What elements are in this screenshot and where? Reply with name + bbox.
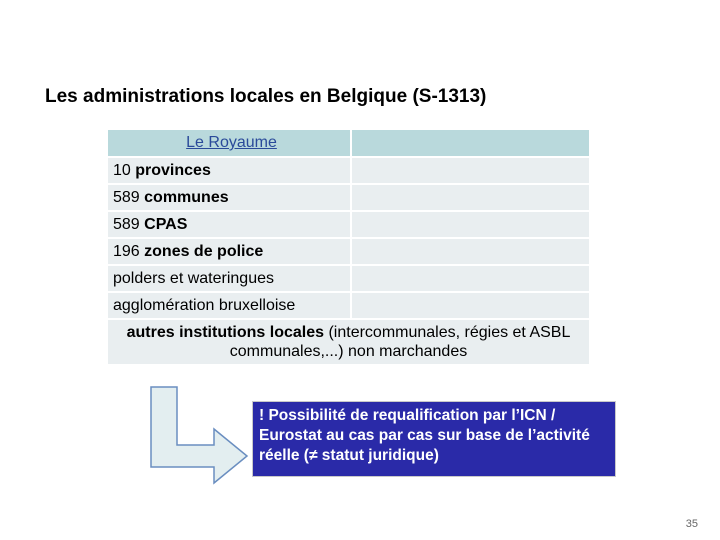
row-cell-provinces xyxy=(107,157,351,184)
count: 196 xyxy=(113,242,145,260)
table-row xyxy=(107,157,590,184)
table-row xyxy=(107,265,590,292)
count: 589 xyxy=(113,215,145,233)
empty-cell xyxy=(351,292,590,319)
label: autres institutions locales xyxy=(126,324,325,341)
label: communes xyxy=(144,188,229,206)
table-row-last xyxy=(107,319,590,365)
label: zones de police xyxy=(144,242,264,260)
row-cell-autres-institutions xyxy=(107,319,590,365)
count: 589 xyxy=(113,188,145,206)
label: CPAS xyxy=(144,215,188,233)
requalification-note: ! Possibilité de requalification par l’ICN / Eurostat au cas par cas sur base de l’activité réelle (≠ statut juridique) xyxy=(252,401,616,477)
empty-cell xyxy=(351,265,590,292)
table-header-row xyxy=(107,129,590,157)
table-row xyxy=(107,292,590,319)
table-row xyxy=(107,184,590,211)
empty-cell xyxy=(351,238,590,265)
page-number: 35 xyxy=(685,518,698,530)
table-row xyxy=(107,238,590,265)
table-row xyxy=(107,211,590,238)
empty-cell xyxy=(351,211,590,238)
slide-title: Les administrations locales en Belgique (S-1313) xyxy=(45,86,487,107)
row-cell-communes xyxy=(107,184,351,211)
header-cell-royaume: Le Royaume xyxy=(107,129,351,157)
label: provinces xyxy=(135,161,211,179)
row-cell-polders: polders et wateringues xyxy=(107,265,351,292)
arrow-shape xyxy=(151,387,247,483)
bent-arrow-icon xyxy=(150,385,250,485)
empty-cell xyxy=(351,184,590,211)
detail: (intercommunales, régies et ASBL communales,...) non marchandes xyxy=(229,324,571,360)
row-cell-cpas xyxy=(107,211,351,238)
empty-cell xyxy=(351,157,590,184)
row-cell-agglomeration: agglomération bruxelloise xyxy=(107,292,351,319)
row-cell-zones-police xyxy=(107,238,351,265)
count: 10 xyxy=(113,161,136,179)
header-cell-empty xyxy=(351,129,590,157)
administrations-table xyxy=(106,128,591,366)
